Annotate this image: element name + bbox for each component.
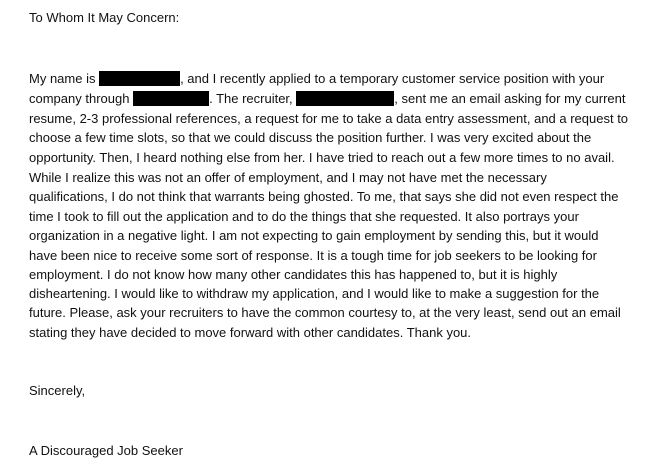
body-text: , sent me an email asking for my current [394, 91, 626, 106]
body-line-8: time I took to fill out the application and to do the things that she requested. It also portrays your [29, 209, 579, 224]
body-line-3: resume, 2-3 professional references, a request for me to take a data entry assessment, and a request to [29, 111, 629, 126]
body-text: My name is [29, 71, 100, 86]
salutation: To Whom It May Concern: [29, 10, 180, 25]
body-line-6: While I realize this was not an offer of employment, and I may not have met the necessary [29, 170, 547, 185]
body-line-14: stating they have decided to move forward with other candidates. Thank you. [29, 325, 472, 340]
redacted-name [99, 71, 180, 86]
body-line-1 [29, 71, 604, 87]
body-line-12: disheartening. I would like to withdraw my application, and I would like to make a suggestion for the [29, 286, 600, 301]
body-text: . The recruiter, [209, 91, 297, 106]
body-line-9: organization in a negative light. I am not expecting to gain employment by sending this, but it would [29, 228, 599, 243]
body-line-2 [29, 91, 625, 107]
body-line-5: opportunity. Then, I heard nothing else from her. I have tried to reach out a few more times to no avail. [29, 150, 615, 165]
body-text: , and I recently applied to a temporary customer service position with your [180, 71, 605, 86]
redacted-recruiter [296, 91, 394, 106]
signature: A Discouraged Job Seeker [29, 443, 183, 458]
body-line-4: choose a few time slots, so that we could discuss the position further. I was very excited about the [29, 130, 592, 145]
body-text: company through [29, 91, 134, 106]
redacted-company [133, 91, 209, 106]
body-line-11: employment. I do not know how many other candidates this has happened to, but it is highly [29, 267, 558, 282]
closing: Sincerely, [29, 383, 86, 398]
body-line-13: future. Please, ask your recruiters to have the common courtesy to, at the very least, send out an email [29, 305, 621, 320]
body-line-7: qualifications, I do not think that warrants being ghosted. To me, that says she did not even respect the [29, 189, 619, 204]
body-line-10: have been nice to receive some sort of response. It is a tough time for job seekers to be looking for [29, 248, 597, 263]
